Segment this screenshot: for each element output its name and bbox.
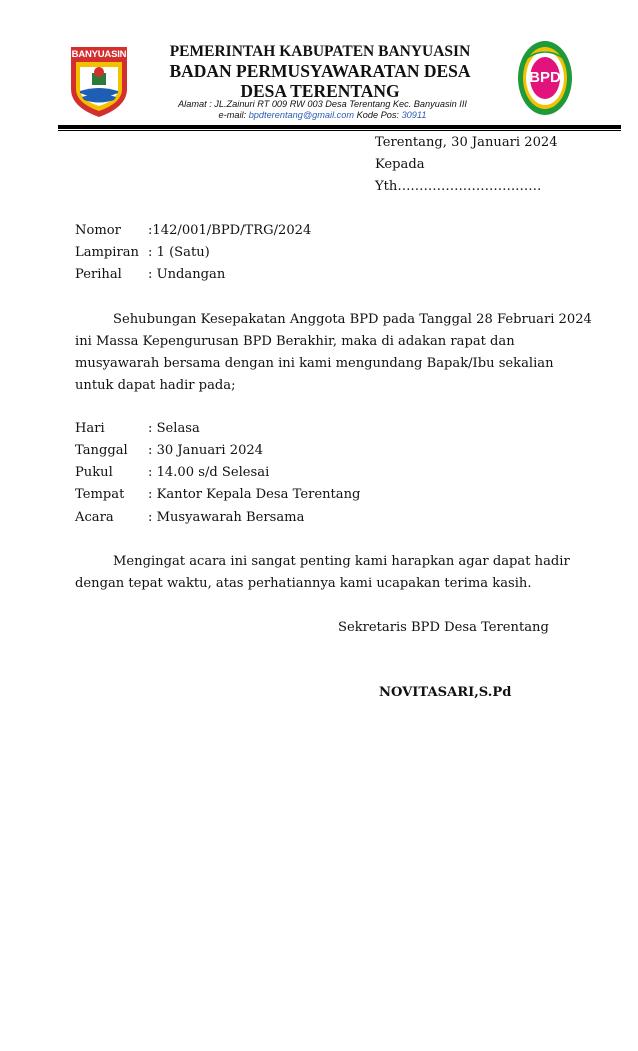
signature-name: NOVITASARI,S.Pd bbox=[379, 685, 512, 700]
banyuasin-logo bbox=[68, 45, 130, 119]
address-line: Alamat : JL.Zainuri RT 009 RW 003 Desa Terentang Kec. Banyuasin III bbox=[178, 99, 467, 109]
reference-label-nomor: Nomor bbox=[75, 223, 121, 238]
body-para1-line: untuk dapat hadir pada; bbox=[75, 378, 236, 393]
letterhead-line-2: BADAN PERMUSYAWARATAN DESA bbox=[169, 61, 471, 81]
banyuasin-logo-text: BANYUASIN bbox=[71, 49, 127, 60]
event-label-tempat: Tempat bbox=[75, 487, 125, 502]
email-label: e-mail: bbox=[218, 110, 247, 120]
reference-label-perihal: Perihal bbox=[75, 267, 122, 282]
email-link[interactable]: bpdterentang@gmail.com bbox=[248, 110, 355, 120]
contact-line bbox=[150, 110, 495, 120]
signature-title: Sekretaris BPD Desa Terentang bbox=[338, 620, 549, 635]
letterhead-line-3: DESA TERENTANG bbox=[240, 81, 400, 101]
postal-label: Kode Pos: bbox=[356, 110, 399, 120]
bpd-logo-text: BPD bbox=[529, 69, 561, 86]
recipient-to: Kepada bbox=[375, 157, 425, 172]
recipient-yth: Yth…………………………… bbox=[375, 179, 542, 194]
body-para2-line: dengan tepat waktu, atas perhatiannya kami ucapakan terima kasih. bbox=[75, 576, 532, 591]
event-label-tanggal: Tanggal bbox=[75, 443, 128, 458]
reference-value-lampiran: : 1 (Satu) bbox=[148, 245, 210, 260]
body-para2-line: Mengingat acara ini sangat penting kami harapkan agar dapat hadir bbox=[113, 554, 570, 569]
event-value-pukul: : 14.00 s/d Selesai bbox=[148, 465, 270, 480]
event-label-hari: Hari bbox=[75, 421, 105, 436]
event-value-hari: : Selasa bbox=[148, 421, 200, 436]
bpd-logo bbox=[517, 40, 573, 116]
place-date: Terentang, 30 Januari 2024 bbox=[375, 135, 558, 150]
reference-label-lampiran: Lampiran bbox=[75, 245, 139, 260]
event-label-acara: Acara bbox=[75, 510, 114, 525]
body-para1-line: Sehubungan Kesepakatan Anggota BPD pada Tanggal 28 Februari 2024 bbox=[113, 312, 592, 327]
postal-code: 30911 bbox=[401, 110, 427, 120]
header-rule-thin bbox=[58, 130, 621, 131]
reference-value-perihal: : Undangan bbox=[148, 267, 226, 282]
header-rule-thick bbox=[58, 125, 621, 129]
body-para1-line: musyawarah bersama dengan ini kami mengundang Bapak/Ibu sekalian bbox=[75, 356, 554, 371]
event-value-tempat: : Kantor Kepala Desa Terentang bbox=[148, 487, 361, 502]
event-value-tanggal: : 30 Januari 2024 bbox=[148, 443, 264, 458]
event-value-acara: : Musyawarah Bersama bbox=[148, 510, 305, 525]
letterhead-line-1: PEMERINTAH KABUPATEN BANYUASIN bbox=[169, 43, 471, 60]
reference-value-nomor: :142/001/BPD/TRG/2024 bbox=[148, 223, 312, 238]
body-para1-line: ini Massa Kepengurusan BPD Berakhir, maka di adakan rapat dan bbox=[75, 334, 515, 349]
event-label-pukul: Pukul bbox=[75, 465, 113, 480]
